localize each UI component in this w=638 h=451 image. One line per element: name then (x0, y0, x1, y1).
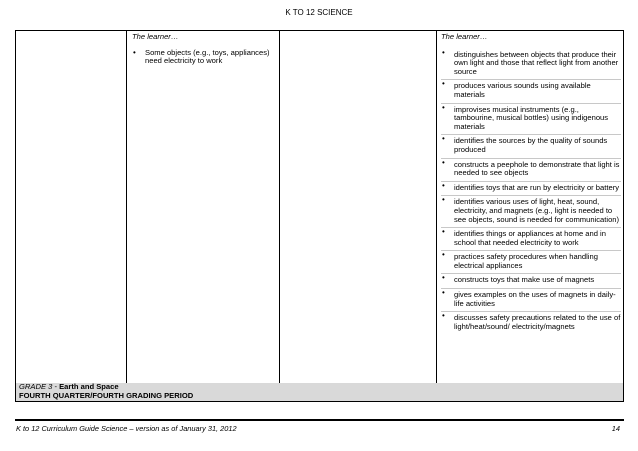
learning-competencies-column (441, 31, 621, 334)
list-item: • gives examples on the uses of magnets in daily-life activities (441, 289, 621, 312)
list-item: • identifies the sources by the quality of sounds produced (441, 135, 621, 158)
grade-heading-row (15, 383, 624, 402)
list-item: • identifies various uses of light, heat, sound, electricity, and magnets (e.g., light is needed to see objects, sound is needed for communication) (441, 196, 621, 228)
list-item: • distinguishes between objects that produce their own light and those that reflect light from another source (441, 49, 621, 81)
list-item: • discusses safety precautions related to the use of light/heat/sound/ electricity/magnets (441, 312, 621, 334)
footer-divider (15, 419, 624, 421)
column-divider (279, 31, 280, 383)
column-divider (126, 31, 127, 383)
footer-caption: K to 12 Curriculum Guide Science – version as of January 31, 2012 (16, 424, 237, 433)
list-item: • constructs toys that make use of magnets (441, 274, 621, 289)
column-label: The learner… (132, 32, 179, 41)
list-item: • practices safety procedures when handling electrical appliances (441, 251, 621, 274)
grading-period: FOURTH QUARTER/FOURTH GRADING PERIOD (19, 390, 194, 400)
content-standards-list (132, 49, 272, 66)
list-item: • improvises musical instruments (e.g., tambourine, musical bottles) using indigenous materials (441, 104, 621, 136)
list-item: • identifies toys that are run by electricity or battery (441, 182, 621, 197)
grade-separator: - (52, 382, 60, 391)
column-label: The learner… (441, 32, 488, 41)
list-item: • constructs a peephole to demonstrate that light is needed to see objects (441, 159, 621, 182)
content-standards-column (132, 31, 272, 66)
grade-topic: Earth and Space (59, 382, 119, 391)
list-item: • Some objects (e.g., toys, appliances) need electricity to work (132, 49, 272, 66)
list-item: • produces various sounds using available materials (441, 80, 621, 103)
column-divider (436, 31, 437, 383)
page-number: 14 (611, 424, 620, 433)
list-item: • identifies things or appliances at home and in school that needed electricity to work (441, 228, 621, 251)
learning-competencies-list (441, 49, 621, 335)
page-title: K TO 12 SCIENCE (285, 8, 353, 17)
grade-label: GRADE 3 (19, 382, 53, 391)
curriculum-table (15, 30, 624, 384)
